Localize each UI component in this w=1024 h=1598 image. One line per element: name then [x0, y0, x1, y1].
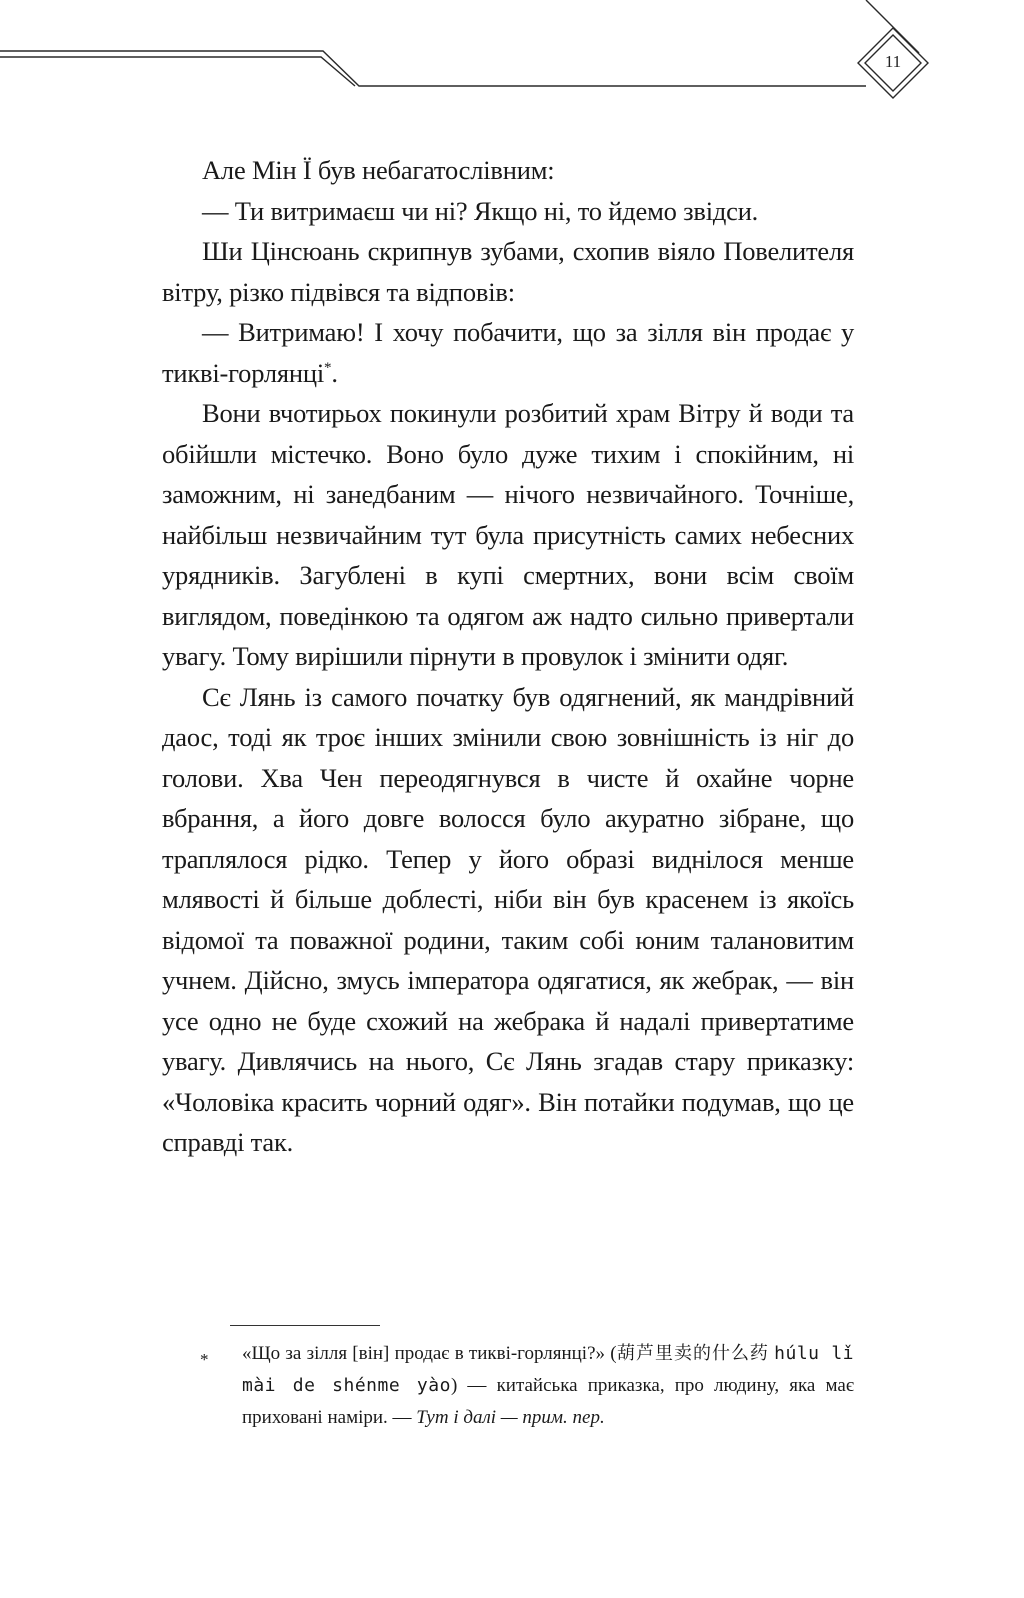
header-corner-line	[866, 0, 919, 53]
page-number: 11	[884, 52, 902, 71]
paragraph: Вони вчотирьох покинули розбитий храм Вітру й води та обійшли містечко. Воно було дуже тихим і спокійним, ні заможним, ні занедбаним — нічого незвичайного. Точніше, найбільш незвичайним тут була присутність самих небесних урядників. Загублені в купі смертних, вони всім своїм виглядом, поведінкою та одягом аж надто сильно привертали увагу. Тому вирішили пірнути в провулок і змінити одяг.	[162, 398, 854, 671]
header-line-lower	[0, 57, 355, 86]
paragraph: — Ти витримаєш чи ні? Якщо ні, то йдемо звідси.	[202, 195, 759, 226]
footnote-reference: *	[324, 359, 332, 376]
translator-note: Тут і далі — прим. пер.	[416, 1407, 605, 1428]
footnote-text: «Що за зілля [він] продає в тикві-горлянці?» (葫芦里卖的什么药 húlu lǐ mài de shénme yào) — китайська приказка, про людину, яка має приховані наміри. — Тут і далі — прим. пер.	[242, 1343, 854, 1428]
footnote-hanzi: 葫芦里卖的什么药	[616, 1343, 769, 1364]
footnote-pinyin: húlu lǐ mài de shénme yào	[242, 1343, 854, 1396]
header-line-upper	[0, 51, 866, 86]
paragraph: — Витримаю! І хочу побачити, що за зілля він продає у тикві-горлянці*.	[162, 317, 854, 388]
footnote	[200, 1338, 854, 1434]
footnote-divider	[230, 1325, 380, 1326]
footnote-marker: *	[200, 1350, 209, 1369]
paragraph: Але Мін Ї був небагатослівним:	[202, 155, 555, 185]
paragraph: Ши Цінсюань скрипнув зубами, схопив віяло Повелителя вітру, різко підвівся та відповів:	[162, 236, 854, 307]
paragraph: Сє Лянь із самого початку був одягнений, як мандрівний даос, тоді як троє інших змінили свою зовнішність із ніг до голови. Хва Чен переодягнувся в чисте й охайне чорне вбрання, а його довге волосся було акуратно зібране, що траплялося рідко. Тепер у його образі виднілося менше млявості й більше доблесті, ніби він був красенем із якоїсь відомої та поважної родини, таким собі юним талановитим учнем. Дійсно, змусь імператора одягатися, як жебрак, — він усе одно не буде схожий на жебрака й надалі привертатиме увагу. Дивлячись на нього, Сє Лянь згадав стару приказку: «Чоловіка красить чорний одяг». Він потайки подумав, що це справді так.	[162, 681, 854, 1157]
body-text	[162, 150, 854, 1163]
